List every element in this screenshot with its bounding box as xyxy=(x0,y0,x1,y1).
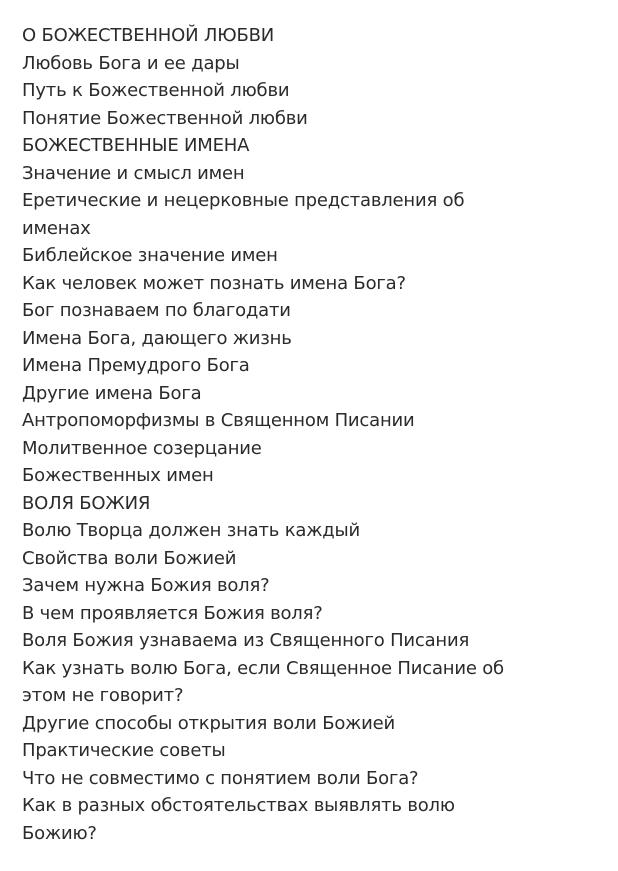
toc-item: Молитвенное созерцание xyxy=(22,437,262,459)
table-of-contents xyxy=(22,22,582,847)
toc-item: Бог познаваем по благодати xyxy=(22,300,291,321)
toc-item: Как в разных обстоятельствах выявлять волю Божию? xyxy=(22,795,455,844)
toc-item: Как узнать волю Бога, если Священное Писание об этом не говорит? xyxy=(22,657,504,706)
toc-item: В чем проявляется Божия воля? xyxy=(22,602,323,624)
toc-item: Волю Творца должен знать каждый xyxy=(22,520,360,541)
toc-item: Еретические и нецерковные представления об именах xyxy=(22,190,465,239)
toc-item: Любовь Бога и ее дары xyxy=(22,52,240,74)
toc-item: Имена Премудрого Бога xyxy=(22,355,250,376)
toc-item: Воля Божия узнаваема из Священного Писания xyxy=(22,630,470,651)
toc-item: Зачем нужна Божия воля? xyxy=(22,575,270,596)
toc-item: Имена Бога, дающего жизнь xyxy=(22,327,292,349)
toc-item: Божественных имен xyxy=(22,465,214,486)
toc-item: Значение и смысл имен xyxy=(22,162,245,184)
toc-item: Понятие Божественной любви xyxy=(22,107,308,129)
toc-item: Другие имена Бога xyxy=(22,382,202,404)
toc-item: Как человек может познать имена Бога? xyxy=(22,272,406,294)
section-heading-divine-love: О БОЖЕСТВЕННОЙ ЛЮБВИ xyxy=(22,25,275,46)
toc-item: Библейское значение имен xyxy=(22,245,278,266)
toc-item: Антропоморфизмы в Священном Писании xyxy=(22,410,415,431)
section-heading-divine-names: БОЖЕСТВЕННЫЕ ИМЕНА xyxy=(22,135,250,156)
toc-item: Путь к Божественной любви xyxy=(22,80,290,101)
toc-item: Что не совместимо с понятием воли Бога? xyxy=(22,767,419,789)
toc-item: Свойства воли Божией xyxy=(22,547,237,569)
toc-item: Другие способы открытия воли Божией xyxy=(22,712,396,734)
toc-item: Практические советы xyxy=(22,740,226,761)
section-heading-will-of-god: ВОЛЯ БОЖИЯ xyxy=(22,492,151,514)
